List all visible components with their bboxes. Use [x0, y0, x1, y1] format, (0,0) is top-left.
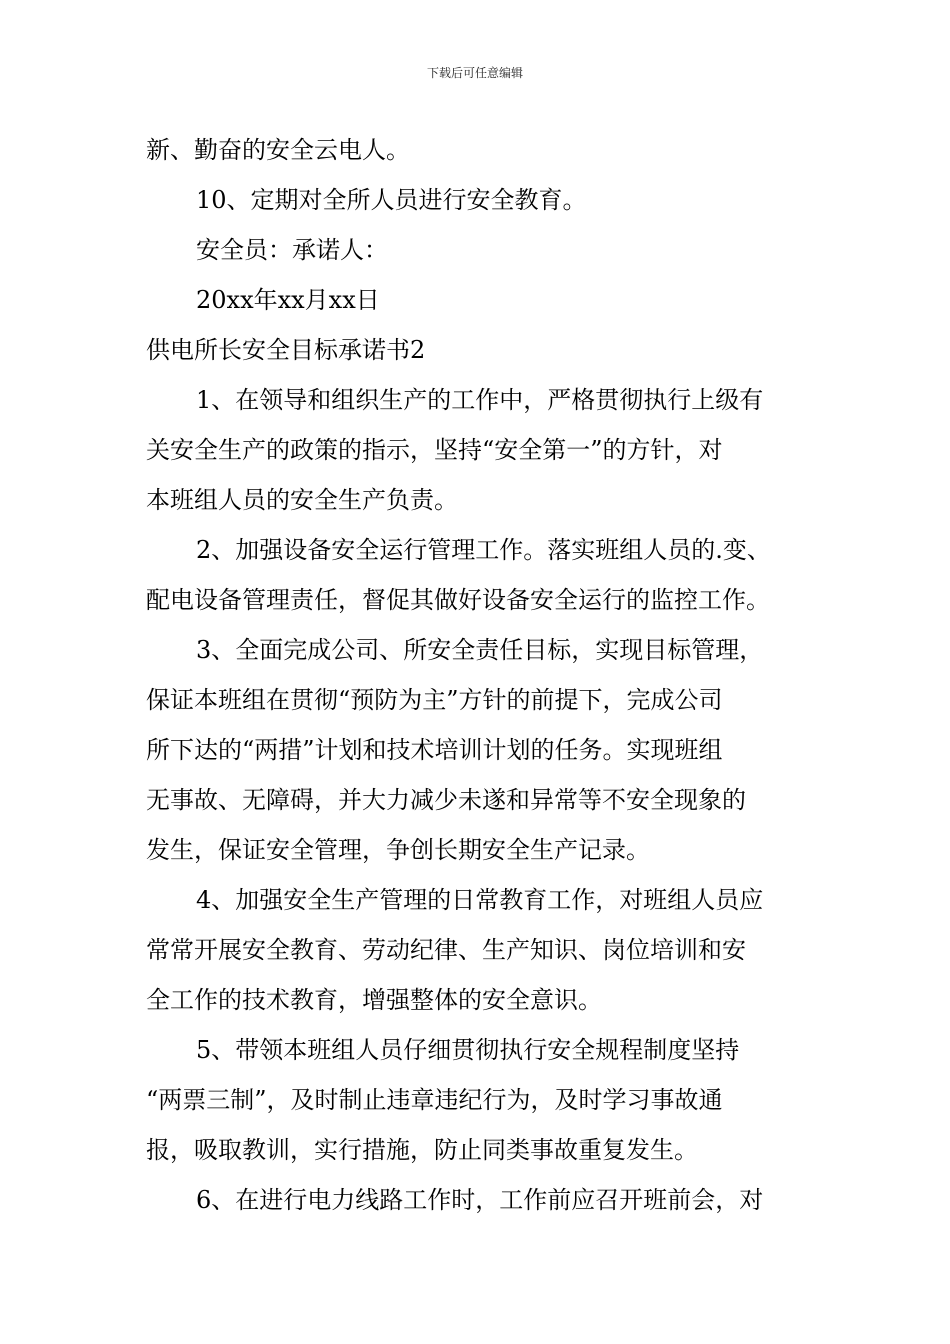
text-line: 关安全生产的政策的指示，坚持“安全第一”的方针，对 — [146, 436, 723, 464]
text-line: 10、定期对全所人员进行安全教育。 — [196, 186, 587, 214]
text-line: 3、全面完成公司、所安全责任目标，实现目标管理， — [196, 636, 764, 664]
section-title: 供电所长安全目标承诺书2 — [146, 336, 426, 364]
text-line: 常常开展安全教育、劳动纪律、生产知识、岗位培训和安 — [146, 936, 746, 964]
text-line: “两票三制”，及时制止违章违纪行为，及时学习事故通 — [146, 1086, 723, 1114]
text-line: 所下达的“两措”计划和技术培训计划的任务。实现班组 — [146, 736, 723, 764]
text-line: 安全员：承诺人： — [196, 236, 388, 264]
text-line: 无事故、无障碍，并大力减少未遂和异常等不安全现象的 — [146, 786, 746, 814]
text-line: 4、加强安全生产管理的日常教育工作，对班组人员应 — [196, 886, 764, 914]
text-line: 新、勤奋的安全云电人。 — [146, 136, 410, 164]
text-line: 本班组人员的安全生产负责。 — [146, 486, 458, 514]
text-line: 保证本班组在贯彻“预防为主”方针的前提下，完成公司 — [146, 686, 723, 714]
text-line: 20xx年xx月xx日 — [196, 286, 380, 314]
text-line: 发生，保证安全管理，争创长期安全生产记录。 — [146, 836, 650, 864]
text-line: 全工作的技术教育，增强整体的安全意识。 — [146, 986, 602, 1014]
text-line: 配电设备管理责任，督促其做好设备安全运行的监控工作。 — [146, 586, 770, 614]
text-line: 5、带领本班组人员仔细贯彻执行安全规程制度坚持 — [196, 1036, 740, 1064]
text-line: 1、在领导和组织生产的工作中，严格贯彻执行上级有 — [196, 386, 764, 414]
text-line: 报，吸取教训，实行措施，防止同类事故重复发生。 — [146, 1136, 698, 1164]
text-line: 2、加强设备安全运行管理工作。落实班组人员的.变、 — [196, 536, 771, 564]
text-line: 6、在进行电力线路工作时，工作前应召开班前会，对 — [196, 1186, 764, 1214]
page-header: 下载后可任意编辑 — [426, 66, 523, 80]
